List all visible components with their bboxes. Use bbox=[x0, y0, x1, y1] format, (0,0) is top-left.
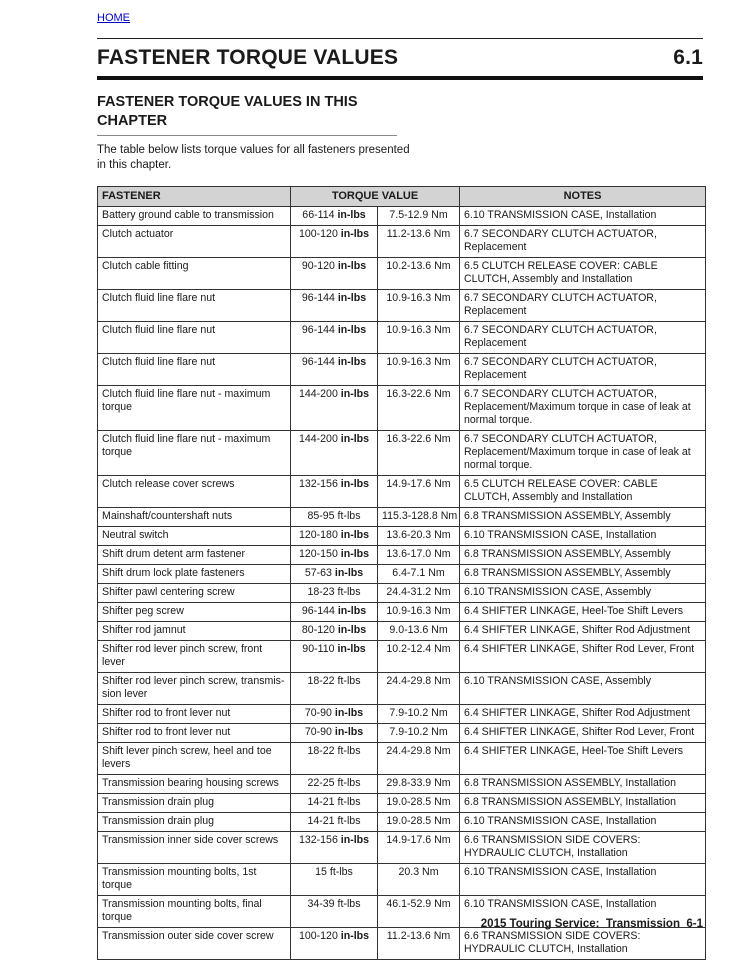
metric-value-cell: 7.9-10.2 Nm bbox=[378, 704, 460, 723]
metric-value-cell: 14.9-17.6 Nm bbox=[378, 475, 460, 507]
fastener-cell: Shifter rod lever pinch screw, transmission lever bbox=[98, 672, 291, 704]
metric-value-cell: 29.8-33.9 Nm bbox=[378, 774, 460, 793]
table-row bbox=[98, 793, 706, 812]
metric-value-cell: 7.9-10.2 Nm bbox=[378, 723, 460, 742]
torque-unit: ft-lbs bbox=[337, 795, 361, 808]
notes-cell: 6.10 TRANSMISSION CASE, Assembly bbox=[460, 583, 706, 602]
table-row bbox=[98, 704, 706, 723]
notes-cell: 6.6 TRANSMISSION SIDE COVERS: HYDRAULIC CLUTCH, Installation bbox=[460, 927, 706, 959]
notes-cell: 6.5 CLUTCH RELEASE COVER: CABLE CLUTCH, Assembly and Installation bbox=[460, 475, 706, 507]
fastener-cell: Shift drum lock plate fasteners bbox=[98, 564, 291, 583]
fastener-cell: Shifter peg screw bbox=[98, 602, 291, 621]
torque-unit: ft-lbs bbox=[337, 585, 361, 598]
table-row bbox=[98, 583, 706, 602]
metric-value-cell: 11.2-13.6 Nm bbox=[378, 927, 460, 959]
page-header bbox=[97, 39, 703, 76]
metric-value-cell: 115.3-128.8 Nm bbox=[378, 507, 460, 526]
table-row bbox=[98, 353, 706, 385]
chapter-number: 6.1 bbox=[673, 46, 703, 69]
torque-unit: in-lbs bbox=[340, 387, 370, 400]
table-row bbox=[98, 526, 706, 545]
table-row bbox=[98, 225, 706, 257]
torque-unit: in-lbs bbox=[340, 929, 370, 942]
metric-value-cell: 19.0-28.5 Nm bbox=[378, 812, 460, 831]
fastener-cell: Neutral switch bbox=[98, 526, 291, 545]
torque-table bbox=[97, 186, 706, 960]
notes-cell: 6.10 TRANSMISSION CASE, Installation bbox=[460, 526, 706, 545]
fastener-cell: Clutch cable fitting bbox=[98, 257, 291, 289]
col-header-torque-value: TORQUE VALUE bbox=[291, 186, 460, 206]
fastener-cell: Clutch fluid line flare nut bbox=[98, 289, 291, 321]
fastener-cell: Transmission bearing housing screws bbox=[98, 774, 291, 793]
notes-cell: 6.4 SHIFTER LINKAGE, Heel-Toe Shift Levers bbox=[460, 742, 706, 774]
notes-cell: 6.6 TRANSMISSION SIDE COVERS: HYDRAULIC CLUTCH, Installation bbox=[460, 831, 706, 863]
fastener-cell: Shifter rod lever pinch screw, front lever bbox=[98, 640, 291, 672]
metric-value-cell: 16.3-22.6 Nm bbox=[378, 430, 460, 475]
notes-cell: 6.7 SECONDARY CLUTCH ACTUATOR, Replacement bbox=[460, 321, 706, 353]
metric-value-cell: 13.6-20.3 Nm bbox=[378, 526, 460, 545]
table-row bbox=[98, 742, 706, 774]
fastener-cell: Transmission inner side cover screws bbox=[98, 831, 291, 863]
torque-value-cell: 57-63 in-lbs bbox=[291, 564, 378, 583]
torque-unit: in-lbs bbox=[337, 623, 367, 636]
torque-unit: in-lbs bbox=[337, 355, 367, 368]
torque-value-cell: 14-21 ft-lbs bbox=[291, 793, 378, 812]
notes-cell: 6.10 TRANSMISSION CASE, Installation bbox=[460, 812, 706, 831]
table-row bbox=[98, 507, 706, 526]
torque-value-cell: 90-120 in-lbs bbox=[291, 257, 378, 289]
table-row bbox=[98, 672, 706, 704]
fastener-cell: Transmission outer side cover screw bbox=[98, 927, 291, 959]
notes-cell: 6.7 SECONDARY CLUTCH ACTUATOR, Replacement bbox=[460, 353, 706, 385]
notes-cell: 6.7 SECONDARY CLUTCH ACTUATOR, Replacement bbox=[460, 225, 706, 257]
home-link[interactable]: HOME bbox=[97, 12, 130, 24]
fastener-cell: Mainshaft/countershaft nuts bbox=[98, 507, 291, 526]
metric-value-cell: 10.9-16.3 Nm bbox=[378, 321, 460, 353]
notes-cell: 6.4 SHIFTER LINKAGE, Shifter Rod Adjustment bbox=[460, 704, 706, 723]
section-heading: FASTENER TORQUE VALUES IN THIS CHAPTER bbox=[97, 93, 397, 136]
torque-value-cell: 80-120 in-lbs bbox=[291, 621, 378, 640]
torque-value-cell: 85-95 ft-lbs bbox=[291, 507, 378, 526]
metric-value-cell: 10.9-16.3 Nm bbox=[378, 289, 460, 321]
fastener-cell: Shifter rod jamnut bbox=[98, 621, 291, 640]
torque-unit: ft-lbs bbox=[337, 509, 361, 522]
table-row bbox=[98, 385, 706, 430]
torque-value-cell: 132-156 in-lbs bbox=[291, 831, 378, 863]
table-row bbox=[98, 602, 706, 621]
torque-unit: in-lbs bbox=[337, 208, 366, 221]
torque-value-cell: 144-200 in-lbs bbox=[291, 385, 378, 430]
table-row bbox=[98, 812, 706, 831]
torque-unit: in-lbs bbox=[334, 706, 364, 719]
torque-value-cell: 34-39 ft-lbs bbox=[291, 895, 378, 927]
table-row bbox=[98, 545, 706, 564]
title-rule bbox=[97, 76, 703, 80]
torque-value-cell: 15 ft-lbs bbox=[291, 863, 378, 895]
fastener-cell: Clutch actuator bbox=[98, 225, 291, 257]
table-row bbox=[98, 927, 706, 959]
torque-value-cell: 90-110 in-lbs bbox=[291, 640, 378, 672]
metric-value-cell: 16.3-22.6 Nm bbox=[378, 385, 460, 430]
notes-cell: 6.8 TRANSMISSION ASSEMBLY, Assembly bbox=[460, 507, 706, 526]
torque-value-cell: 132-156 in-lbs bbox=[291, 475, 378, 507]
torque-unit: in-lbs bbox=[340, 528, 370, 541]
table-row bbox=[98, 640, 706, 672]
fastener-cell: Clutch release cover screws bbox=[98, 475, 291, 507]
metric-value-cell: 24.4-31.2 Nm bbox=[378, 583, 460, 602]
table-row bbox=[98, 564, 706, 583]
notes-cell: 6.10 TRANSMISSION CASE, Installation bbox=[460, 895, 706, 927]
col-header-fastener: FASTENER bbox=[98, 186, 291, 206]
metric-value-cell: 10.9-16.3 Nm bbox=[378, 353, 460, 385]
metric-value-cell: 24.4-29.8 Nm bbox=[378, 742, 460, 774]
fastener-cell: Transmission mounting bolts, final torque bbox=[98, 895, 291, 927]
torque-value-cell: 18-22 ft-lbs bbox=[291, 742, 378, 774]
torque-value-cell: 96-144 in-lbs bbox=[291, 289, 378, 321]
fastener-cell: Transmission mounting bolts, 1st torque bbox=[98, 863, 291, 895]
torque-unit: in-lbs bbox=[340, 227, 370, 240]
metric-value-cell: 10.2-13.6 Nm bbox=[378, 257, 460, 289]
table-row bbox=[98, 621, 706, 640]
notes-cell: 6.4 SHIFTER LINKAGE, Shifter Rod Adjustment bbox=[460, 621, 706, 640]
torque-value-cell: 100-120 in-lbs bbox=[291, 927, 378, 959]
table-row bbox=[98, 831, 706, 863]
fastener-cell: Clutch fluid line flare nut bbox=[98, 353, 291, 385]
torque-table-header bbox=[98, 186, 706, 206]
metric-value-cell: 19.0-28.5 Nm bbox=[378, 793, 460, 812]
fastener-cell: Clutch fluid line flare nut - maximum torque bbox=[98, 430, 291, 475]
torque-value-cell: 18-23 ft-lbs bbox=[291, 583, 378, 602]
notes-cell: 6.10 TRANSMISSION CASE, Assembly bbox=[460, 672, 706, 704]
metric-value-cell: 7.5-12.9 Nm bbox=[378, 206, 460, 225]
torque-value-cell: 66-114 in-lbs bbox=[291, 206, 378, 225]
notes-cell: 6.8 TRANSMISSION ASSEMBLY, Installation bbox=[460, 793, 706, 812]
torque-unit: in-lbs bbox=[340, 432, 370, 445]
table-row bbox=[98, 206, 706, 225]
notes-cell: 6.5 CLUTCH RELEASE COVER: CABLE CLUTCH, Assembly and Installation bbox=[460, 257, 706, 289]
torque-unit: in-lbs bbox=[337, 291, 367, 304]
metric-value-cell: 9.0-13.6 Nm bbox=[378, 621, 460, 640]
torque-unit: in-lbs bbox=[334, 725, 364, 738]
fastener-cell: Clutch fluid line flare nut - maximum torque bbox=[98, 385, 291, 430]
metric-value-cell: 10.2-12.4 Nm bbox=[378, 640, 460, 672]
notes-cell: 6.8 TRANSMISSION ASSEMBLY, Assembly bbox=[460, 545, 706, 564]
table-row bbox=[98, 257, 706, 289]
table-row bbox=[98, 723, 706, 742]
table-row bbox=[98, 321, 706, 353]
metric-value-cell: 13.6-17.0 Nm bbox=[378, 545, 460, 564]
page-title: FASTENER TORQUE VALUES bbox=[97, 46, 399, 69]
page-footer: 2015 Touring Service: Transmission 6-1 bbox=[480, 918, 703, 930]
torque-unit: ft-lbs bbox=[337, 744, 361, 757]
fastener-cell: Shifter rod to front lever nut bbox=[98, 723, 291, 742]
torque-unit: ft-lbs bbox=[337, 814, 361, 827]
torque-unit: in-lbs bbox=[337, 642, 366, 655]
torque-value-cell: 120-180 in-lbs bbox=[291, 526, 378, 545]
metric-value-cell: 20.3 Nm bbox=[378, 863, 460, 895]
metric-value-cell: 11.2-13.6 Nm bbox=[378, 225, 460, 257]
table-row bbox=[98, 430, 706, 475]
torque-unit: in-lbs bbox=[337, 259, 367, 272]
table-row bbox=[98, 774, 706, 793]
torque-value-cell: 144-200 in-lbs bbox=[291, 430, 378, 475]
fastener-cell: Clutch fluid line flare nut bbox=[98, 321, 291, 353]
col-header-notes: NOTES bbox=[460, 186, 706, 206]
torque-value-cell: 100-120 in-lbs bbox=[291, 225, 378, 257]
table-row bbox=[98, 475, 706, 507]
torque-value-cell: 70-90 in-lbs bbox=[291, 704, 378, 723]
notes-cell: 6.8 TRANSMISSION ASSEMBLY, Installation bbox=[460, 774, 706, 793]
torque-value-cell: 22-25 ft-lbs bbox=[291, 774, 378, 793]
fastener-cell: Shifter rod to front lever nut bbox=[98, 704, 291, 723]
torque-unit: in-lbs bbox=[337, 604, 367, 617]
fastener-cell: Shift drum detent arm fastener bbox=[98, 545, 291, 564]
torque-unit: ft-lbs bbox=[337, 776, 361, 789]
notes-cell: 6.8 TRANSMISSION ASSEMBLY, Assembly bbox=[460, 564, 706, 583]
metric-value-cell: 6.4-7.1 Nm bbox=[378, 564, 460, 583]
torque-value-cell: 18-22 ft-lbs bbox=[291, 672, 378, 704]
torque-unit: in-lbs bbox=[340, 547, 370, 560]
metric-value-cell: 46.1-52.9 Nm bbox=[378, 895, 460, 927]
notes-cell: 6.7 SECONDARY CLUTCH ACTUATOR, Replacement/Maximum torque in case of leak at normal torque. bbox=[460, 430, 706, 475]
notes-cell: 6.4 SHIFTER LINKAGE, Shifter Rod Lever, Front bbox=[460, 640, 706, 672]
notes-cell: 6.10 TRANSMISSION CASE, Installation bbox=[460, 863, 706, 895]
notes-cell: 6.4 SHIFTER LINKAGE, Heel-Toe Shift Levers bbox=[460, 602, 706, 621]
fastener-cell: Shift lever pinch screw, heel and toe levers bbox=[98, 742, 291, 774]
fastener-cell: Transmission drain plug bbox=[98, 793, 291, 812]
notes-cell: 6.7 SECONDARY CLUTCH ACTUATOR, Replacement bbox=[460, 289, 706, 321]
fastener-cell: Battery ground cable to transmission bbox=[98, 206, 291, 225]
fastener-cell: Transmission drain plug bbox=[98, 812, 291, 831]
page-content bbox=[97, 38, 703, 960]
notes-cell: 6.7 SECONDARY CLUTCH ACTUATOR, Replacement/Maximum torque in case of leak at normal torque. bbox=[460, 385, 706, 430]
intro-text: The table below lists torque values for all fasteners presented in this chapter. bbox=[97, 144, 410, 171]
torque-unit: in-lbs bbox=[340, 833, 370, 846]
metric-value-cell: 14.9-17.6 Nm bbox=[378, 831, 460, 863]
notes-cell: 6.10 TRANSMISSION CASE, Installation bbox=[460, 206, 706, 225]
torque-value-cell: 14-21 ft-lbs bbox=[291, 812, 378, 831]
torque-unit: in-lbs bbox=[337, 323, 367, 336]
notes-cell: 6.4 SHIFTER LINKAGE, Shifter Rod Lever, Front bbox=[460, 723, 706, 742]
table-row bbox=[98, 289, 706, 321]
metric-value-cell: 24.4-29.8 Nm bbox=[378, 672, 460, 704]
torque-unit: in-lbs bbox=[340, 477, 370, 490]
torque-unit: ft-lbs bbox=[337, 674, 361, 687]
torque-unit: ft-lbs bbox=[337, 897, 361, 910]
torque-unit: in-lbs bbox=[334, 566, 364, 579]
torque-value-cell: 96-144 in-lbs bbox=[291, 321, 378, 353]
metric-value-cell: 10.9-16.3 Nm bbox=[378, 602, 460, 621]
table-row bbox=[98, 863, 706, 895]
torque-value-cell: 96-144 in-lbs bbox=[291, 602, 378, 621]
torque-value-cell: 120-150 in-lbs bbox=[291, 545, 378, 564]
torque-unit: ft-lbs bbox=[329, 865, 353, 878]
torque-value-cell: 96-144 in-lbs bbox=[291, 353, 378, 385]
fastener-cell: Shifter pawl centering screw bbox=[98, 583, 291, 602]
torque-table-body bbox=[98, 206, 706, 959]
torque-value-cell: 70-90 in-lbs bbox=[291, 723, 378, 742]
